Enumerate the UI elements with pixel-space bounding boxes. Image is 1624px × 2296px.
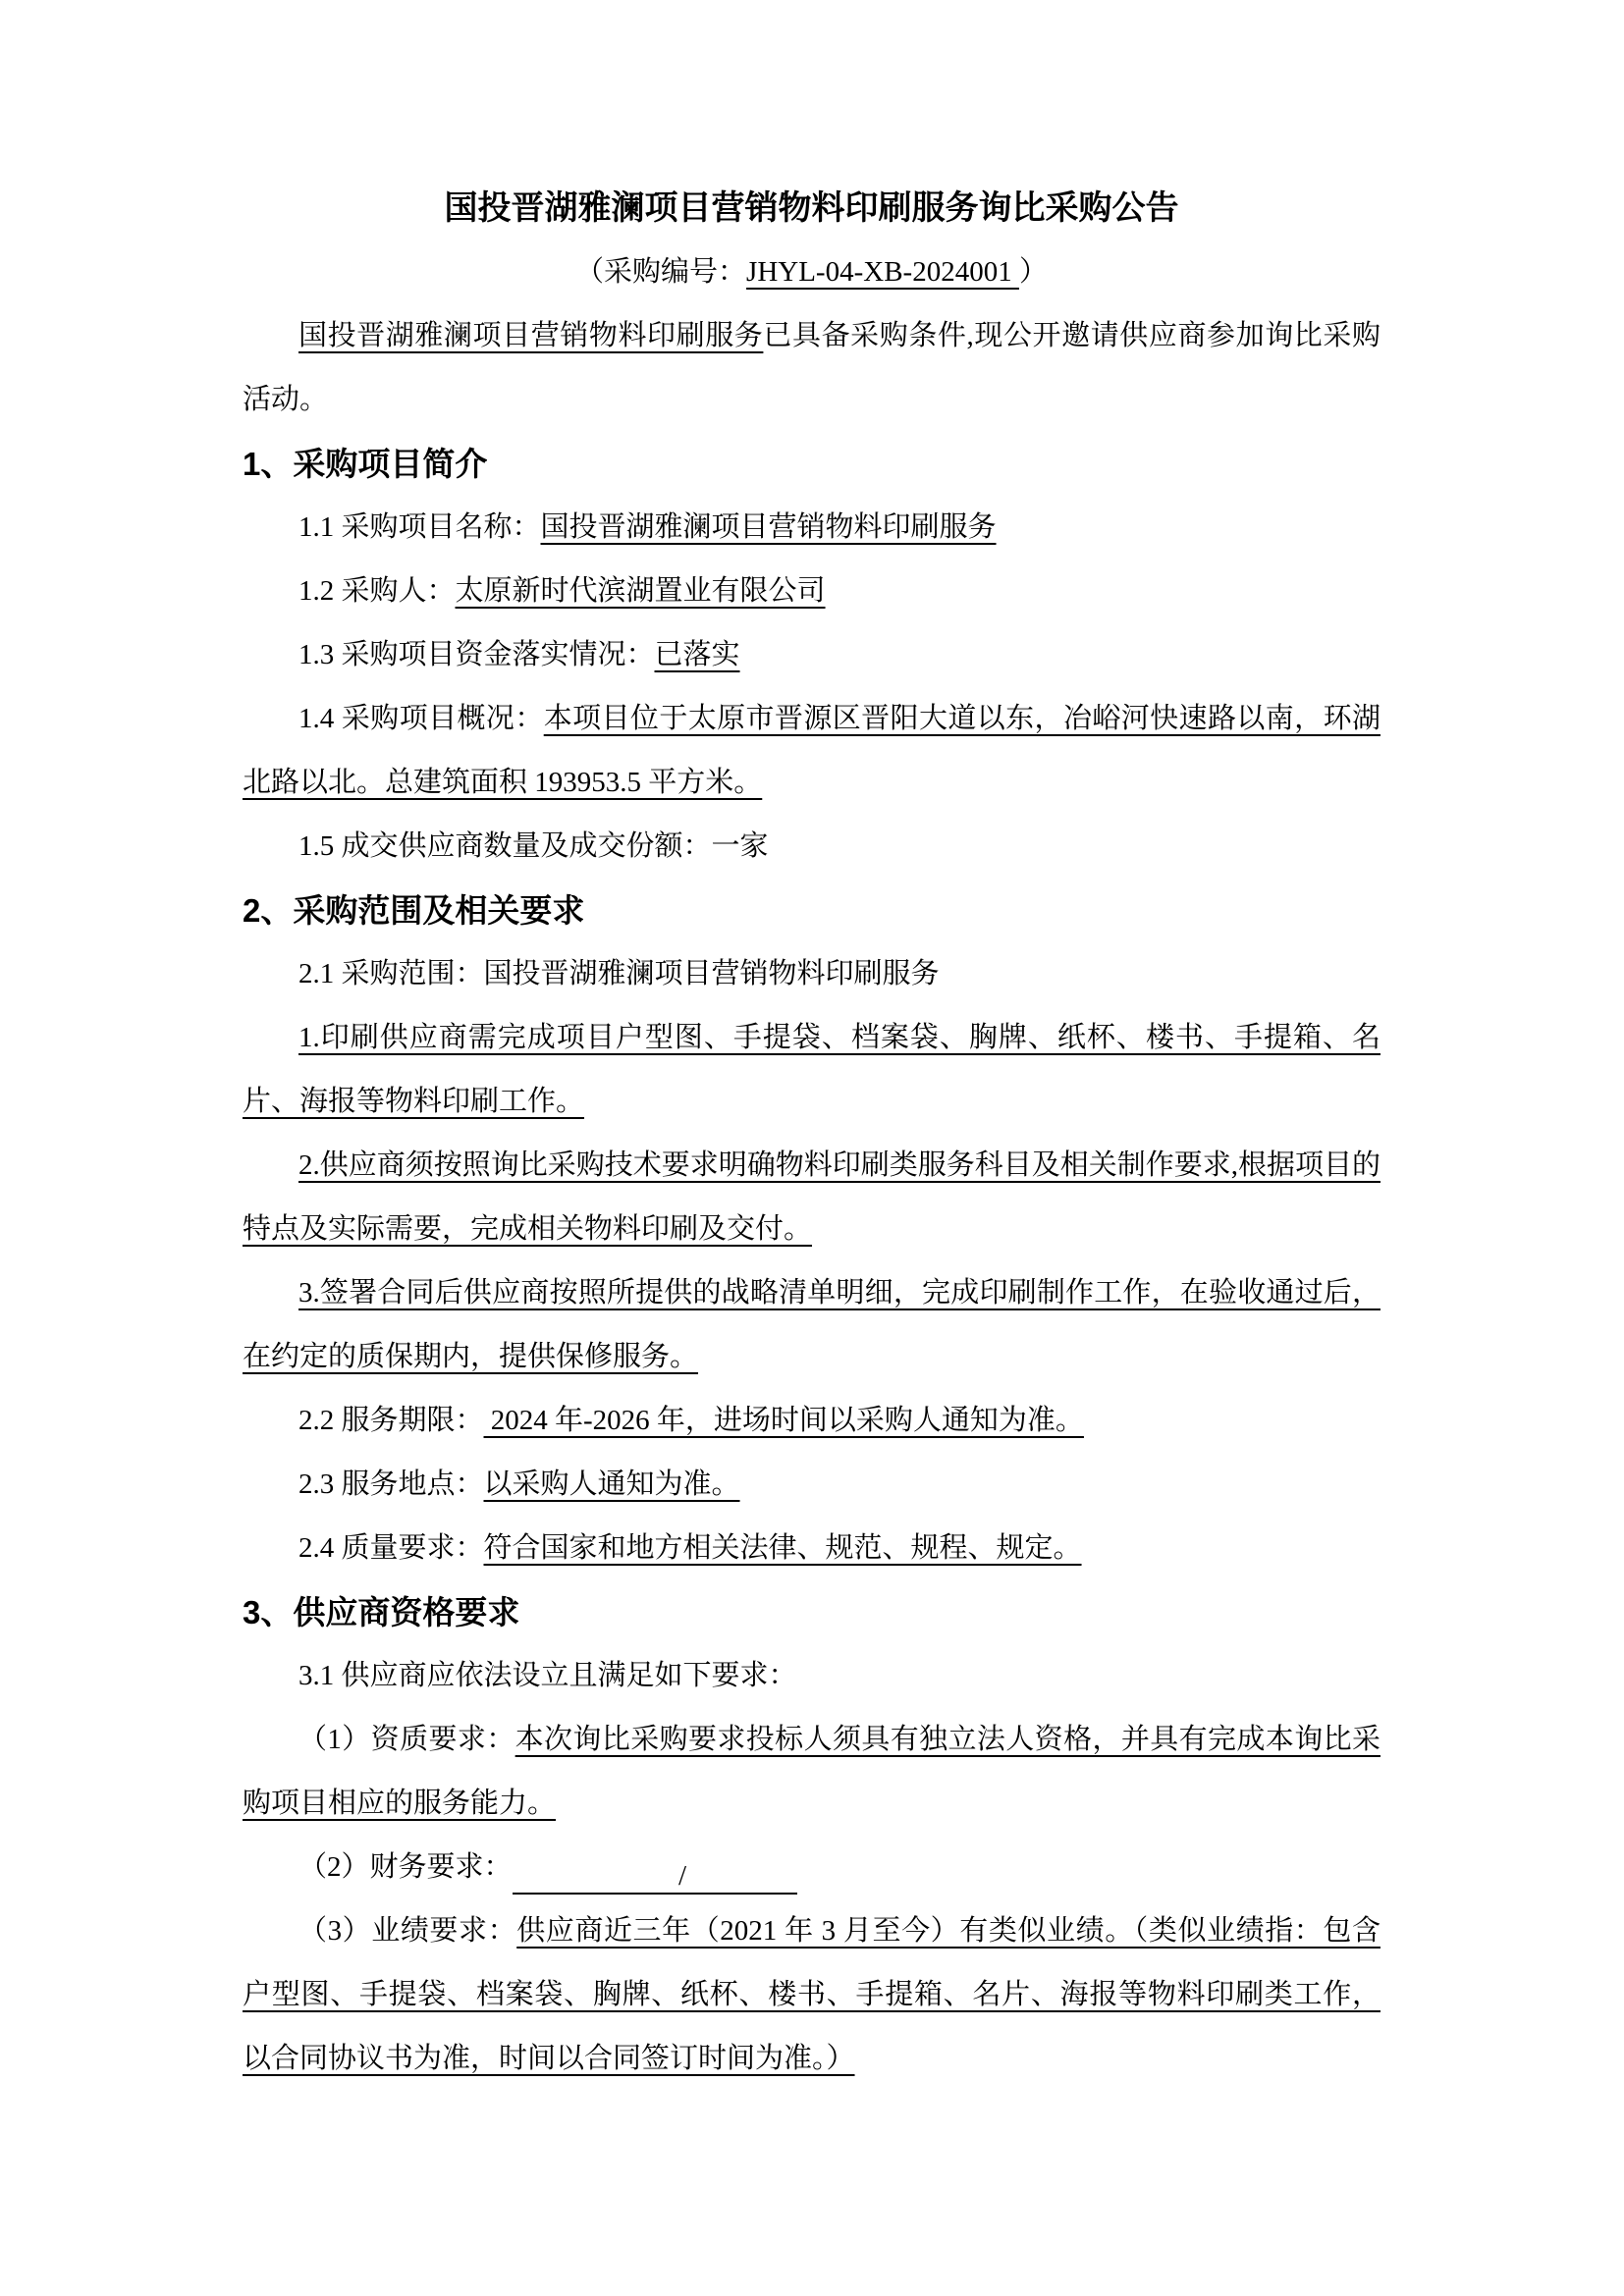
finance-slash: / — [677, 1860, 687, 1892]
clause-2-text: 2.供应商须按照询比采购技术要求明确物料印刷类服务科目及相关制作要求,根据项目的特点及实际需要，完成相关物料印刷及交付。 — [243, 1149, 1381, 1245]
section-1-heading: 1、采购项目简介 — [243, 446, 488, 482]
item-1-5 — [243, 815, 1380, 879]
finance-label: （2）财务要求： — [298, 1851, 513, 1883]
item-1-2-label: 1.2 采购人： — [298, 575, 456, 607]
ref-suffix: ） — [1018, 256, 1048, 288]
intro-underlined: 国投晋湖雅澜项目营销物料印刷服务 — [298, 320, 764, 351]
item-1-3-value: 已落实 — [654, 639, 740, 670]
item-2-2-value: 2024 年-2026 年，进场时间以采购人通知为准。 — [483, 1405, 1084, 1436]
item-3-1-label: 3.1 供应商应依法设立且满足如下要求： — [298, 1660, 797, 1691]
item-2-4-value: 符合国家和地方相关法律、规范、规程、规定。 — [483, 1532, 1082, 1564]
item-2-2 — [243, 1389, 1380, 1453]
clause-2 — [243, 1134, 1380, 1261]
item-1-3 — [243, 623, 1380, 687]
item-1-4-label: 1.4 采购项目概况： — [298, 703, 544, 734]
finance-requirement — [243, 1836, 1380, 1899]
item-2-3 — [243, 1453, 1380, 1517]
item-1-1-value: 国投晋湖雅澜项目营销物料印刷服务 — [540, 511, 997, 543]
item-2-1-label: 2.1 采购范围：国投晋湖雅澜项目营销物料印刷服务 — [298, 958, 940, 989]
para-intro — [243, 304, 1380, 432]
item-2-4 — [243, 1517, 1380, 1580]
item-3-1 — [243, 1644, 1380, 1708]
intro-rest: 已具备采购条件,现公开邀请供应商参加询比采购活动。 — [243, 320, 1380, 415]
ref-prefix: （采购编号： — [575, 256, 747, 288]
performance-label: （3）业绩要求： — [298, 1915, 517, 1947]
item-1-2 — [243, 560, 1380, 623]
item-1-2-value: 太原新时代滨湖置业有限公司 — [455, 575, 826, 607]
item-2-3-label: 2.3 服务地点： — [298, 1468, 484, 1500]
item-1-1-label: 1.1 采购项目名称： — [298, 511, 541, 543]
qualification-requirement — [243, 1708, 1380, 1836]
clause-3-text: 3.签署合同后供应商按照所提供的战略清单明细，完成印刷制作工作，在验收通过后，在约定的质保期内，提供保修服务。 — [243, 1277, 1380, 1372]
qualification-label: （1）资质要求： — [298, 1724, 515, 1755]
item-1-1 — [243, 496, 1380, 560]
item-1-3-label: 1.3 采购项目资金落实情况： — [298, 639, 655, 670]
performance-value: 供应商近三年（2021 年 3 月至今）有类似业绩。（类似业绩指：包含户型图、手提袋、档案袋、胸牌、纸杯、楼书、手提箱、名片、海报等物料印刷类工作，以合同协议书为准，时间以合同签订时间为准。） — [243, 1915, 1380, 2074]
qualification-value: 本次询比采购要求投标人须具有独立法人资格，并具有完成本询比采购项目相应的服务能力。 — [243, 1724, 1380, 1819]
clause-3 — [243, 1261, 1380, 1389]
item-1-4 — [243, 687, 1380, 815]
section-2-heading: 2、采购范围及相关要求 — [243, 892, 585, 929]
finance-blank-underline — [513, 1859, 797, 1895]
item-2-3-value: 以采购人通知为准。 — [483, 1468, 740, 1500]
page-title: 国投晋湖雅澜项目营销物料印刷服务询比采购公告 — [444, 189, 1179, 227]
clause-1 — [243, 1006, 1380, 1134]
performance-requirement — [243, 1899, 1380, 2091]
item-1-4-value: 本项目位于太原市晋源区晋阳大道以东，冶峪河快速路以南，环湖北路以北。总建筑面积 193953.5 平方米。 — [243, 703, 1380, 798]
item-1-5-label: 1.5 成交供应商数量及成交份额：一家 — [298, 830, 769, 862]
procurement-ref-line — [243, 240, 1380, 304]
section-3-heading: 3、供应商资格要求 — [243, 1594, 520, 1630]
item-2-1 — [243, 942, 1380, 1006]
clause-1-text: 1.印刷供应商需完成项目户型图、手提袋、档案袋、胸牌、纸杯、楼书、手提箱、名片、海报等物料印刷工作。 — [243, 1022, 1380, 1117]
item-2-4-label: 2.4 质量要求： — [298, 1532, 484, 1564]
item-2-2-label: 2.2 服务期限： — [298, 1405, 484, 1436]
ref-code: JHYL-04-XB-2024001 — [746, 256, 1019, 288]
